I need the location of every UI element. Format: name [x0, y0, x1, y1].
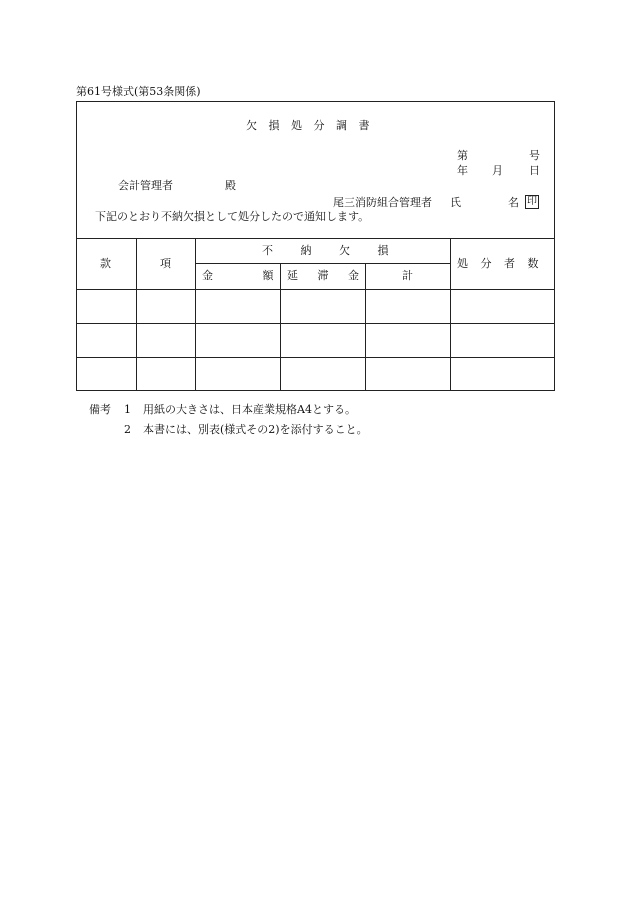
- table-top-line: [76, 238, 555, 239]
- form-label: 第61号様式(第53条関係): [76, 85, 201, 98]
- remark-1-num: 1: [124, 403, 131, 416]
- remark-2-num: 2: [124, 423, 131, 436]
- header-bottom-line: [76, 289, 555, 290]
- page-title: 欠 損 処 分 調 書: [246, 119, 374, 132]
- header-kei: 計: [402, 269, 413, 282]
- header-kan: 款: [100, 257, 111, 270]
- header-kingaku: 金 額: [202, 269, 274, 282]
- col-line-2: [195, 238, 196, 391]
- addressee-name: 会計管理者: [118, 179, 173, 192]
- sender-shi: 氏: [450, 196, 461, 209]
- number-go: 号: [529, 149, 540, 162]
- date-year: 年: [457, 164, 468, 177]
- remark-1-text: 用紙の大きさは、日本産業規格A4とする。: [143, 403, 356, 416]
- header-funou-kesson: 不 納 欠 損: [262, 244, 401, 257]
- addressee-honorific: 殿: [225, 179, 236, 192]
- notice-text: 下記のとおり不納欠損として処分したので通知します。: [95, 210, 370, 223]
- col-line-4: [365, 263, 366, 391]
- col-line-5: [450, 238, 451, 391]
- row-line-1: [76, 323, 555, 324]
- header-shobun-shasu: 処 分 者 数: [457, 257, 539, 270]
- col-line-1: [136, 238, 137, 391]
- remark-2-text: 本書には、別表(様式その2)を添付すること。: [143, 423, 368, 436]
- header-entaikin: 延 滞 金: [287, 269, 359, 282]
- col-line-3: [280, 263, 281, 391]
- sender-mei: 名: [508, 196, 519, 209]
- group-sub-line: [195, 263, 450, 264]
- number-dai: 第: [457, 149, 468, 162]
- sender-org: 尾三消防組合管理者: [333, 196, 432, 209]
- row-line-2: [76, 357, 555, 358]
- seal-stamp: 印: [527, 196, 537, 207]
- header-kou: 項: [160, 257, 171, 270]
- date-day: 日: [529, 164, 540, 177]
- remarks-label: 備考: [89, 403, 111, 416]
- date-month: 月: [492, 164, 503, 177]
